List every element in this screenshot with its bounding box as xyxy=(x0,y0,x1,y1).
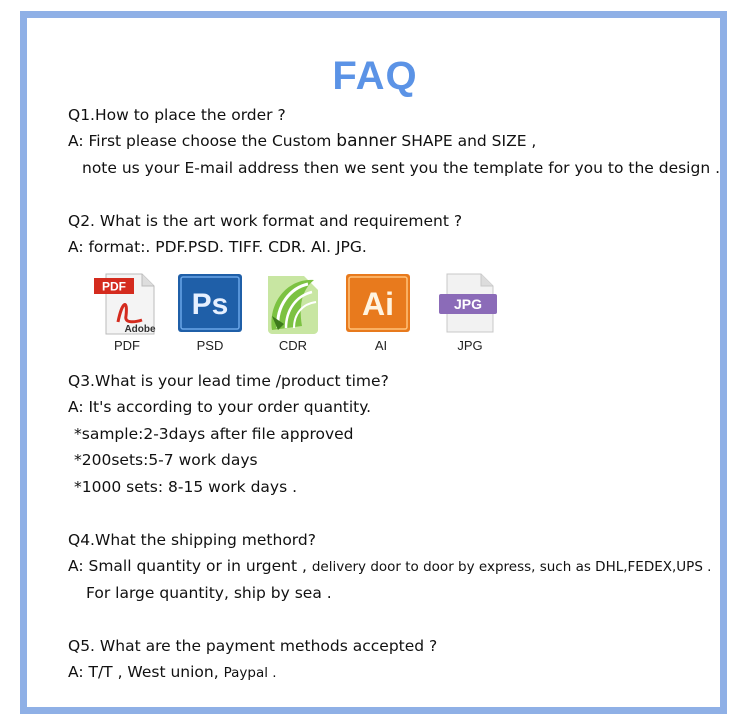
q5-answer-prefix: A: T/T , West union, xyxy=(68,663,224,681)
q4-answer-prefix: A: Small quantity or in urgent , xyxy=(68,557,312,575)
pdf-label: PDF xyxy=(114,338,140,353)
q2-answer: A: format:. PDF.PSD. TIFF. CDR. AI. JPG. xyxy=(68,238,367,256)
ai-badge-text: Ai xyxy=(362,286,394,322)
q1-answer-suffix: SHAPE and SIZE , xyxy=(396,132,537,150)
q1-question: Q1.How to place the order ? xyxy=(68,106,286,124)
q2-question: Q2. What is the art work format and requirement ? xyxy=(68,212,463,230)
cdr-label: CDR xyxy=(278,338,308,353)
q1-answer xyxy=(68,131,536,151)
q4-answer-line2: For large quantity, ship by sea . xyxy=(86,584,332,602)
q3-1000sets-line: *1000 sets: 8-15 work days . xyxy=(74,478,298,496)
pdf-brand-text: Adobe xyxy=(124,324,156,335)
pdf-badge-text: PDF xyxy=(102,279,126,294)
q5-question: Q5. What are the payment methods accepted ? xyxy=(68,637,438,655)
jpg-badge-text: JPG xyxy=(453,296,483,312)
q1-answer-prefix: A: First please choose the Custom xyxy=(68,132,337,150)
q5-answer xyxy=(68,662,277,683)
q1-answer-line2: note us your E-mail address then we sent you the template for you to the design . xyxy=(82,159,721,177)
q3-question: Q3.What is your lead time /product time? xyxy=(68,372,389,390)
psd-icon xyxy=(176,272,246,336)
q1-answer-banner: banner xyxy=(336,131,397,151)
q3-200sets-line: *200sets:5-7 work days xyxy=(74,451,258,469)
cdr-icon xyxy=(258,272,328,336)
q4-question: Q4.What the shipping methord? xyxy=(68,531,316,549)
ai-icon xyxy=(344,272,414,336)
ai-label: AI xyxy=(374,338,388,353)
jpg-label: JPG xyxy=(457,338,483,353)
q4-answer xyxy=(68,556,711,577)
q4-answer-express: delivery door to door by express, such as DHL,FEDEX,UPS . xyxy=(311,559,712,575)
page-title: FAQ xyxy=(332,54,418,98)
psd-label: PSD xyxy=(196,338,224,353)
q3-answer: A: It's according to your order quantity. xyxy=(68,398,372,416)
q5-answer-paypal: Paypal . xyxy=(223,665,277,681)
psd-badge-text: Ps xyxy=(191,288,229,321)
pdf-icon xyxy=(92,272,162,336)
q3-sample-line: *sample:2-3days after file approved xyxy=(74,425,354,443)
jpg-icon xyxy=(435,272,505,336)
